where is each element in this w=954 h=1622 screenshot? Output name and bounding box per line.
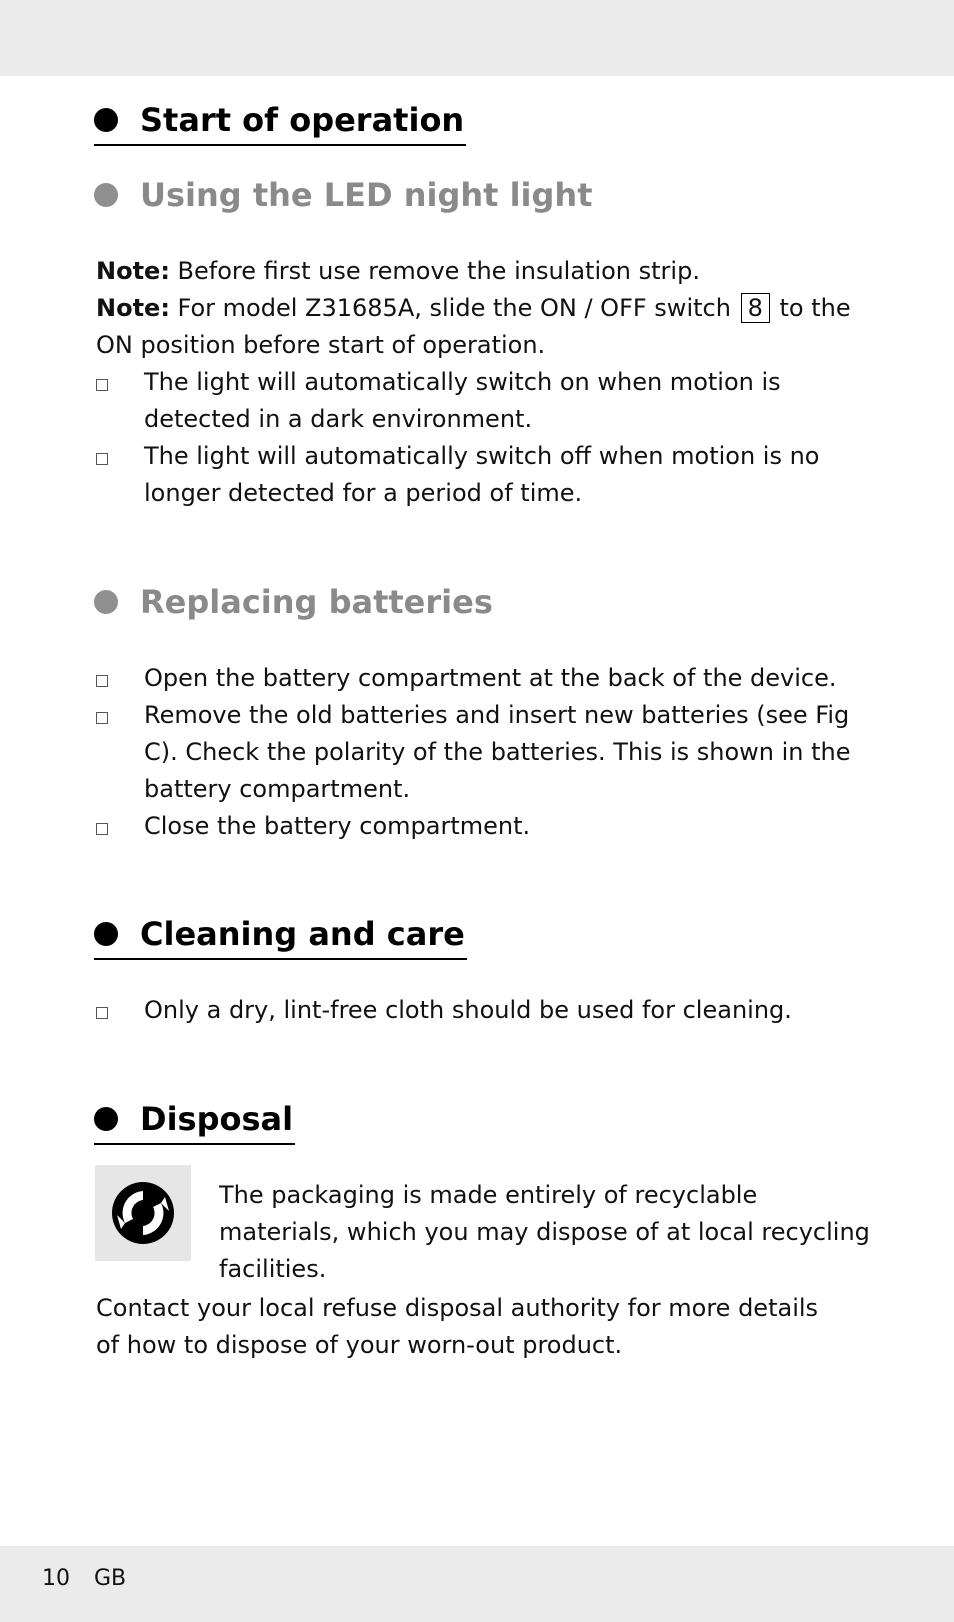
heading-disposal	[94, 1097, 295, 1145]
list-item-text: Close the battery compartment.	[144, 812, 531, 840]
heading-text: Using the LED night light	[140, 176, 593, 214]
list-item-text: Only a dry, lint-free cloth should be used for cleaning.	[144, 996, 792, 1024]
checkbox-square-icon	[96, 453, 108, 465]
note-switch	[96, 290, 876, 364]
bullet-dot-icon	[94, 1107, 118, 1131]
list-item-text: Open the battery compartment at the back of the device.	[144, 664, 837, 692]
heading-start-of-operation	[94, 98, 466, 146]
bottom-band	[0, 1546, 954, 1622]
heading-text: Cleaning and care	[140, 915, 465, 953]
bullet-dot-icon	[94, 183, 118, 207]
heading-replacing-batteries	[94, 580, 493, 624]
list-item	[96, 992, 876, 1029]
heading-cleaning-and-care	[94, 912, 467, 960]
list-item-text: The light will automatically switch on when motion is detected in a dark environment.	[144, 368, 781, 433]
list-item-text: The light will automatically switch off when motion is no longer detected for a period of time.	[144, 442, 820, 507]
packaging-text: The packaging is made entirely of recyclable materials, which you may dispose of at local recycling facilities.	[219, 1181, 870, 1283]
heading-text: Disposal	[140, 1100, 294, 1138]
green-dot-recycling-icon	[109, 1179, 177, 1247]
page-footer	[42, 1566, 126, 1591]
part-reference: 8	[741, 293, 770, 323]
language-code: GB	[94, 1566, 127, 1591]
heading-text: Replacing batteries	[140, 583, 493, 621]
heading-text: Start of operation	[140, 101, 465, 139]
note-label: Note:	[96, 257, 170, 285]
top-band	[0, 0, 954, 76]
checkbox-square-icon	[96, 823, 108, 835]
heading-using-led	[94, 173, 593, 217]
checkbox-square-icon	[96, 712, 108, 724]
note-insulation	[96, 253, 876, 290]
page-number: 10	[42, 1566, 70, 1591]
note-text: to the ON position before start of operation.	[96, 294, 851, 359]
bullet-dot-icon	[94, 922, 118, 946]
checkbox-square-icon	[96, 1007, 108, 1019]
note-text: For model Z31685A, slide the ON / OFF switch	[169, 294, 739, 322]
contact-text: Contact your local refuse disposal authority for more details of how to dispose of your worn-out product.	[96, 1294, 819, 1359]
list-item	[96, 438, 876, 512]
note-label: Note:	[96, 294, 170, 322]
list-item	[96, 808, 876, 845]
list-item	[96, 364, 876, 438]
list-item	[96, 697, 876, 808]
checkbox-square-icon	[96, 379, 108, 391]
recycle-icon-box	[95, 1165, 191, 1261]
bullet-dot-icon	[94, 590, 118, 614]
list-item-text: Remove the old batteries and insert new batteries (see Fig C). Check the polarity of the batteries. This is shown in the battery compartment.	[144, 701, 851, 803]
note-text: Before first use remove the insulation strip.	[169, 257, 700, 285]
checkbox-square-icon	[96, 675, 108, 687]
list-item	[96, 660, 876, 697]
bullet-dot-icon	[94, 108, 118, 132]
